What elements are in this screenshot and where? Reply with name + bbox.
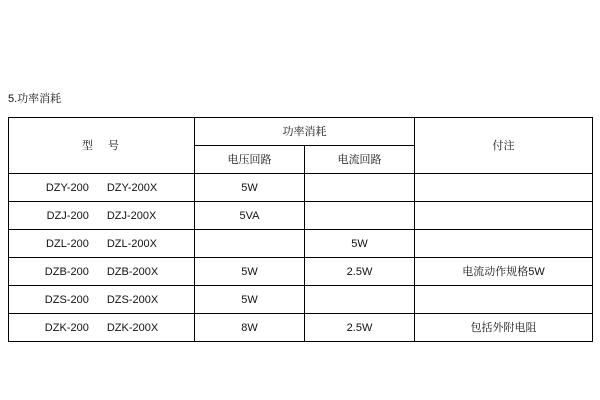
table-row: [9, 258, 593, 286]
power-consumption-table-wrapper: [8, 117, 592, 342]
header-voltage-circuit: 电压回路: [195, 146, 305, 174]
cell-note: [415, 174, 593, 202]
model-code-a: DZJ-200: [46, 209, 89, 222]
model-code-b: DZL-200X: [106, 237, 157, 250]
cell-voltage: [195, 230, 305, 258]
table-row: [9, 286, 593, 314]
cell-model: [9, 174, 195, 202]
cell-model: [9, 286, 195, 314]
cell-model: [9, 230, 195, 258]
cell-current: [305, 174, 415, 202]
cell-voltage: 8W: [195, 314, 305, 342]
cell-voltage: 5W: [195, 258, 305, 286]
cell-note: [415, 286, 593, 314]
header-power-consumption: 功率消耗: [195, 118, 415, 146]
table-row: [9, 230, 593, 258]
cell-note: [415, 202, 593, 230]
cell-model: [9, 202, 195, 230]
model-code-a: DZS-200: [44, 293, 89, 306]
model-code-a: DZK-200: [44, 321, 89, 334]
table-header: [9, 118, 593, 174]
header-current-circuit: 电流回路: [305, 146, 415, 174]
cell-current: [305, 202, 415, 230]
model-code-a: DZY-200: [45, 181, 89, 194]
table-header-row-1: [9, 118, 593, 146]
cell-note: 包括外附电阻: [415, 314, 593, 342]
model-code-a: DZB-200: [44, 265, 89, 278]
cell-note: [415, 230, 593, 258]
cell-voltage: 5VA: [195, 202, 305, 230]
model-code-b: DZS-200X: [106, 293, 159, 306]
model-code-b: DZK-200X: [106, 321, 159, 334]
cell-current: 2.5W: [305, 258, 415, 286]
cell-note: 电流动作规格5W: [415, 258, 593, 286]
model-code-a: DZL-200: [46, 237, 89, 250]
cell-model: [9, 258, 195, 286]
model-code-b: DZB-200X: [106, 265, 159, 278]
table-row: [9, 202, 593, 230]
table-row: [9, 314, 593, 342]
cell-current: 5W: [305, 230, 415, 258]
model-code-b: DZY-200X: [106, 181, 158, 194]
header-note: 付注: [415, 118, 593, 174]
cell-current: 2.5W: [305, 314, 415, 342]
table-row: [9, 174, 593, 202]
cell-voltage: 5W: [195, 286, 305, 314]
model-code-b: DZJ-200X: [106, 209, 157, 222]
cell-current: [305, 286, 415, 314]
cell-voltage: 5W: [195, 174, 305, 202]
table-body: [9, 174, 593, 342]
power-consumption-table: [8, 117, 593, 342]
header-model: 型 号: [9, 118, 195, 174]
cell-model: [9, 314, 195, 342]
section-title: 5.功率消耗: [8, 93, 62, 105]
